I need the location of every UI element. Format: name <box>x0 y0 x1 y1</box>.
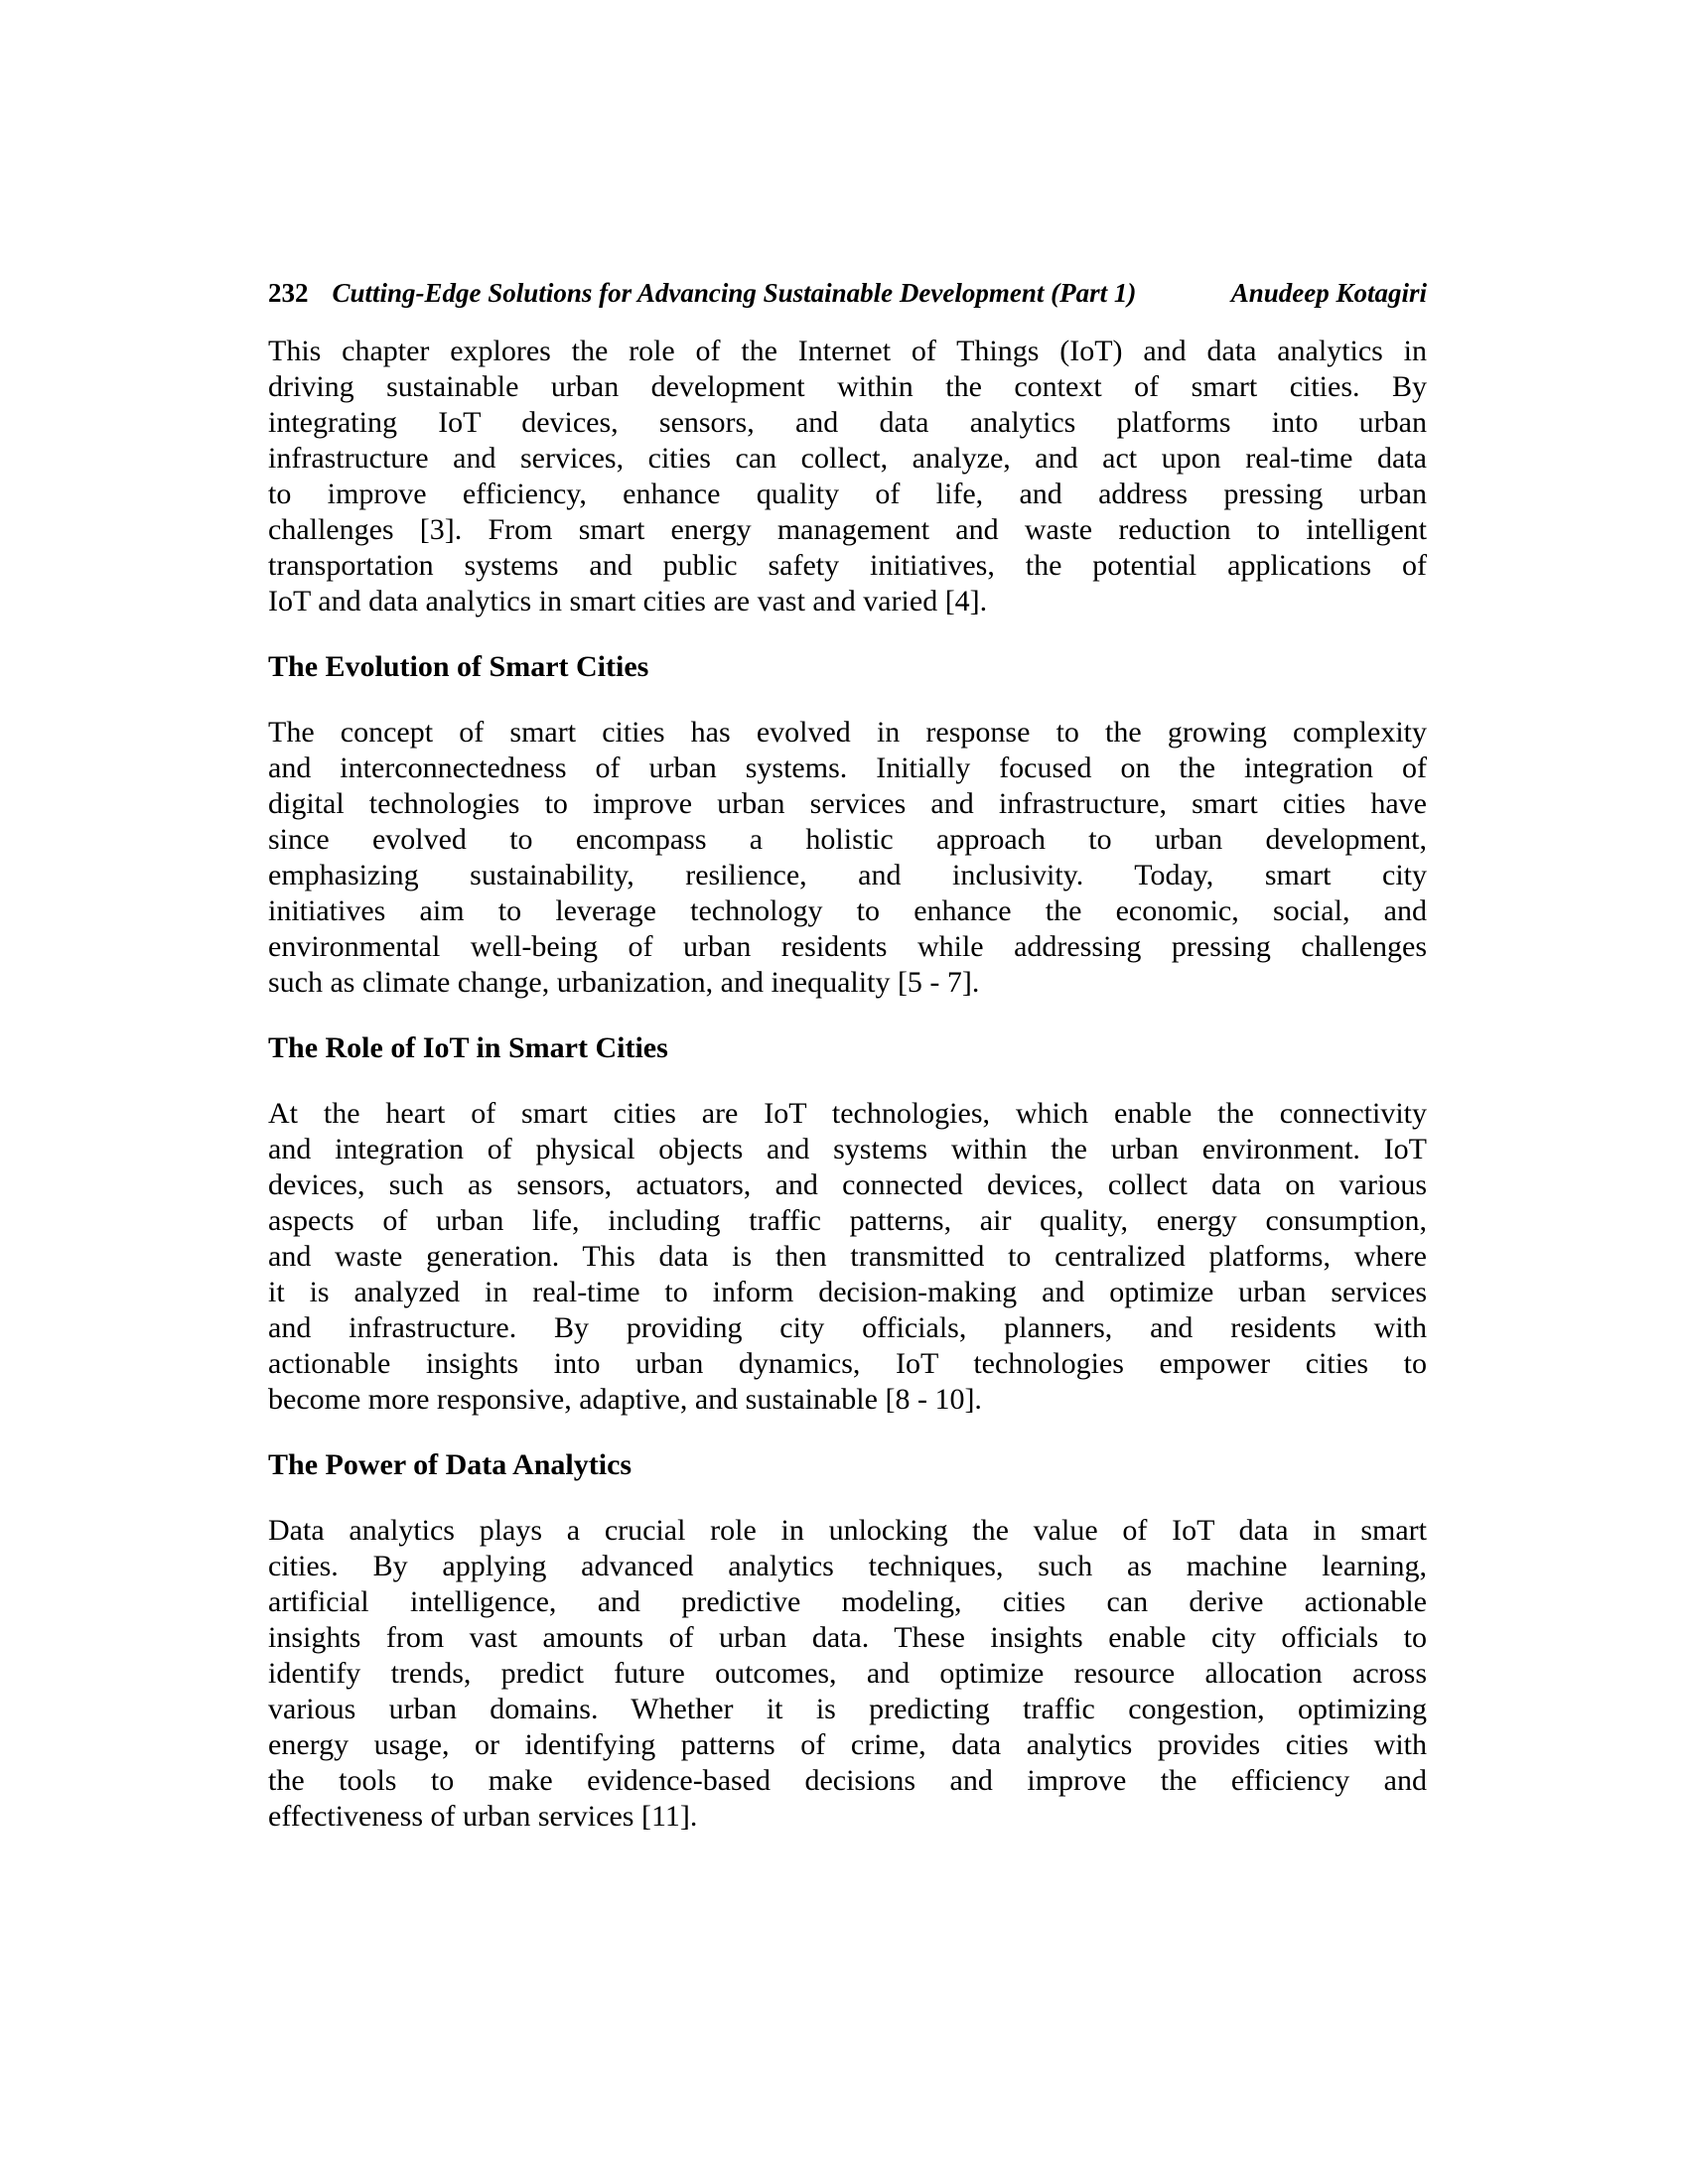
paragraph <box>268 1513 1427 1835</box>
text-line: and infrastructure. By providing city officials, planners, and residents with <box>268 1311 1427 1344</box>
text-line: and interconnectedness of urban systems. Initially focused on the integration of <box>268 751 1427 784</box>
text-line: transportation systems and public safety initiatives, the potential applications of <box>268 549 1427 582</box>
page-number: 232 <box>268 278 309 308</box>
chapter-content <box>268 334 1427 1835</box>
text-line: IoT and data analytics in smart cities are vast and varied [4]. <box>268 585 988 617</box>
running-header <box>268 278 1427 308</box>
text-line: driving sustainable urban development within the context of smart cities. By <box>268 370 1427 403</box>
text-line: the tools to make evidence-based decisions and improve the efficiency and <box>268 1764 1427 1797</box>
text-line: devices, such as sensors, actuators, and connected devices, collect data on various <box>268 1168 1427 1201</box>
text-line: such as climate change, urbanization, and inequality [5 - 7]. <box>268 966 980 999</box>
text-line: cities. By applying advanced analytics techniques, such as machine learning, <box>268 1550 1427 1582</box>
text-line: it is analyzed in real-time to inform decision-making and optimize urban services <box>268 1276 1427 1308</box>
text-line: digital technologies to improve urban services and infrastructure, smart cities have <box>268 787 1427 820</box>
text-line: since evolved to encompass a holistic approach to urban development, <box>268 823 1427 856</box>
section-heading: The Role of IoT in Smart Cities <box>268 1031 668 1064</box>
paragraph <box>268 334 1427 619</box>
text-line: become more responsive, adaptive, and sustainable [8 - 10]. <box>268 1383 982 1416</box>
section-heading: The Power of Data Analytics <box>268 1448 633 1481</box>
text-line: insights from vast amounts of urban data. These insights enable city officials to <box>268 1621 1427 1654</box>
text-line: The concept of smart cities has evolved in response to the growing complexity <box>268 716 1427 749</box>
paragraph <box>268 715 1427 1001</box>
text-line: and waste generation. This data is then transmitted to centralized platforms, where <box>268 1240 1427 1273</box>
text-line: emphasizing sustainability, resilience, and inclusivity. Today, smart city <box>268 859 1427 891</box>
text-line: energy usage, or identifying patterns of crime, data analytics provides cities with <box>268 1728 1427 1761</box>
text-line: to improve efficiency, enhance quality of life, and address pressing urban <box>268 478 1427 510</box>
text-line: aspects of urban life, including traffic patterns, air quality, energy consumption, <box>268 1204 1427 1237</box>
section-heading: The Evolution of Smart Cities <box>268 650 649 683</box>
text-line: challenges [3]. From smart energy management and waste reduction to intelligent <box>268 513 1427 546</box>
text-line: initiatives aim to leverage technology to enhance the economic, social, and <box>268 894 1427 927</box>
author-name: Anudeep Kotagiri <box>1230 278 1427 308</box>
paragraph <box>268 1096 1427 1418</box>
running-title: Cutting-Edge Solutions for Advancing Sustainable Development (Part 1) <box>332 278 1137 308</box>
text-line: actionable insights into urban dynamics, IoT technologies empower cities to <box>268 1347 1427 1380</box>
text-line: various urban domains. Whether it is predicting traffic congestion, optimizing <box>268 1693 1427 1725</box>
text-line: Data analytics plays a crucial role in unlocking the value of IoT data in smart <box>268 1514 1427 1547</box>
text-line: environmental well-being of urban residents while addressing pressing challenges <box>268 930 1427 963</box>
text-line: infrastructure and services, cities can collect, analyze, and act upon real-time data <box>268 442 1427 475</box>
text-line: integrating IoT devices, sensors, and data analytics platforms into urban <box>268 406 1427 439</box>
text-line: At the heart of smart cities are IoT technologies, which enable the connectivity <box>268 1097 1427 1130</box>
text-line: artificial intelligence, and predictive modeling, cities can derive actionable <box>268 1585 1427 1618</box>
text-line: identify trends, predict future outcomes, and optimize resource allocation across <box>268 1657 1427 1690</box>
text-line: effectiveness of urban services [11]. <box>268 1800 698 1833</box>
text-line: and integration of physical objects and systems within the urban environment. IoT <box>268 1133 1427 1165</box>
text-line: This chapter explores the role of the Internet of Things (IoT) and data analytics in <box>268 335 1427 367</box>
